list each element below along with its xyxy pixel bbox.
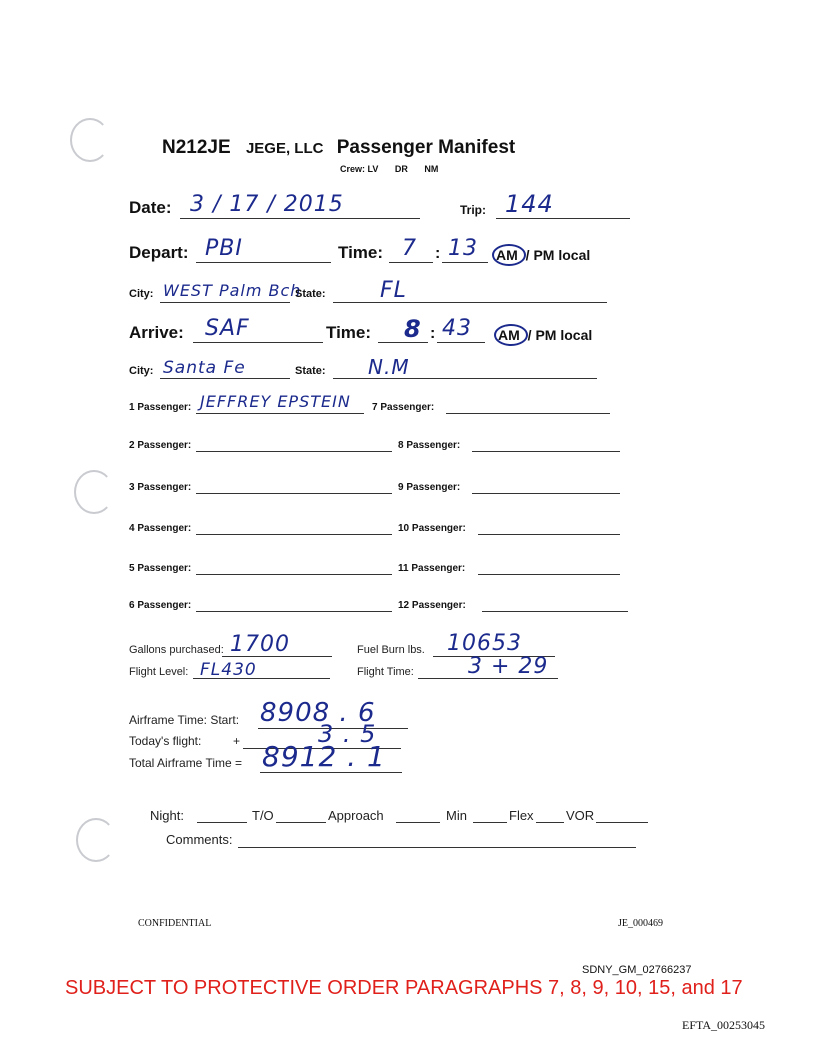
night-label: Night: <box>150 808 184 823</box>
crew-line: Crew: LV DR NM <box>340 164 439 174</box>
flight-time-label: Flight Time: <box>357 666 414 678</box>
approach-label: Approach <box>328 808 384 823</box>
trip-value: 144 <box>505 190 554 218</box>
flex-label: Flex <box>509 808 534 823</box>
airframe-start-value: 8908 . 6 <box>260 698 376 728</box>
protective-order-notice: SUBJECT TO PROTECTIVE ORDER PARAGRAPHS 7, 8, 9, 10, 15, and 17 <box>65 977 743 999</box>
confidential-stamp: CONFIDENTIAL <box>138 918 212 929</box>
todays-flight-value: 3 . 5 <box>318 720 377 748</box>
passenger-12-label: 12 Passenger: <box>398 600 466 611</box>
total-airframe-label: Total Airframe Time = <box>129 756 243 770</box>
min-label: Min <box>446 808 467 823</box>
arrive-hour: 8 <box>404 315 422 343</box>
passenger-10-label: 10 Passenger: <box>398 523 466 534</box>
depart-state-value: FL <box>380 278 407 303</box>
date-label: Date: <box>129 198 172 217</box>
binder-hole-mark <box>74 470 114 514</box>
flight-level-label: Flight Level: <box>129 666 189 678</box>
plus-sign: + <box>233 734 241 748</box>
arrive-state-label: State: <box>295 365 326 377</box>
crew-dr: DR <box>394 164 408 174</box>
bates-number: JE_000469 <box>618 918 663 929</box>
passenger-9-label: 9 Passenger: <box>398 482 461 493</box>
efta-number: EFTA_00253045 <box>682 1018 766 1032</box>
depart-time-label: Time: <box>338 243 384 262</box>
arrive-min: 43 <box>442 316 472 341</box>
arrive-ampm: AM / PM local <box>498 327 592 343</box>
passenger-5-label: 5 Passenger: <box>129 563 192 574</box>
depart-state-label: State: <box>295 288 326 300</box>
to-label: T/O <box>252 808 274 823</box>
sdny-number: SDNY_GM_02766237 <box>582 964 692 976</box>
flight-time-value: 3 + 29 <box>468 654 549 679</box>
passenger-6-label: 6 Passenger: <box>129 600 192 611</box>
tail-number: N212JE <box>162 137 231 158</box>
gallons-value: 1700 <box>230 632 290 657</box>
airframe-start-label: Airframe Time: Start: <box>129 713 240 727</box>
passenger-8-label: 8 Passenger: <box>398 440 461 451</box>
passenger-11-label: 11 Passenger: <box>398 563 466 574</box>
depart-ampm: AM / PM local <box>496 247 590 263</box>
crew-nm: NM <box>424 164 439 174</box>
passenger-7-label: 7 Passenger: <box>372 402 435 413</box>
arrive-time-label: Time: <box>326 323 372 342</box>
depart-city-value: WEST Palm Bch <box>163 281 302 300</box>
form-title: Passenger Manifest <box>336 137 516 158</box>
passenger-1-name: JEFFREY EPSTEIN <box>200 392 351 411</box>
depart-min: 13 <box>448 236 478 261</box>
passenger-1-label: 1 Passenger: <box>129 402 192 413</box>
depart-city-label: City: <box>129 288 154 300</box>
depart-hour: 7 <box>402 236 417 261</box>
trip-label: Trip: <box>460 203 486 217</box>
fuel-burn-label: Fuel Burn lbs. <box>357 644 425 656</box>
arrive-city-value: Santa Fe <box>163 358 246 378</box>
passenger-2-label: 2 Passenger: <box>129 440 192 451</box>
arrive-label: Arrive: <box>129 323 184 342</box>
gallons-label: Gallons purchased: <box>129 644 224 656</box>
header-title <box>162 137 515 159</box>
binder-hole-mark <box>70 118 110 162</box>
flight-level-value: FL430 <box>200 660 257 680</box>
depart-label: Depart: <box>129 243 189 262</box>
am-circled: AM <box>496 247 518 263</box>
date-value: 3 / 17 / 2015 <box>190 192 344 217</box>
company-name: JEGE, LLC <box>245 140 324 157</box>
fuel-burn-value: 10653 <box>447 631 522 656</box>
passenger-3-label: 3 Passenger: <box>129 482 192 493</box>
crew-lv: LV <box>367 164 379 174</box>
arrive-value: SAF <box>205 316 250 341</box>
passenger-4-label: 4 Passenger: <box>129 523 192 534</box>
vor-label: VOR <box>566 808 595 823</box>
am-circled: AM <box>498 327 520 343</box>
arrive-state-value: N.M <box>368 355 410 379</box>
todays-flight-label: Today's flight: <box>129 734 202 748</box>
total-airframe-value: 8912 . 1 <box>262 740 386 773</box>
arrive-city-label: City: <box>129 365 154 377</box>
comments-label: Comments: <box>166 832 233 847</box>
binder-hole-mark <box>76 818 116 862</box>
depart-value: PBI <box>205 236 243 261</box>
